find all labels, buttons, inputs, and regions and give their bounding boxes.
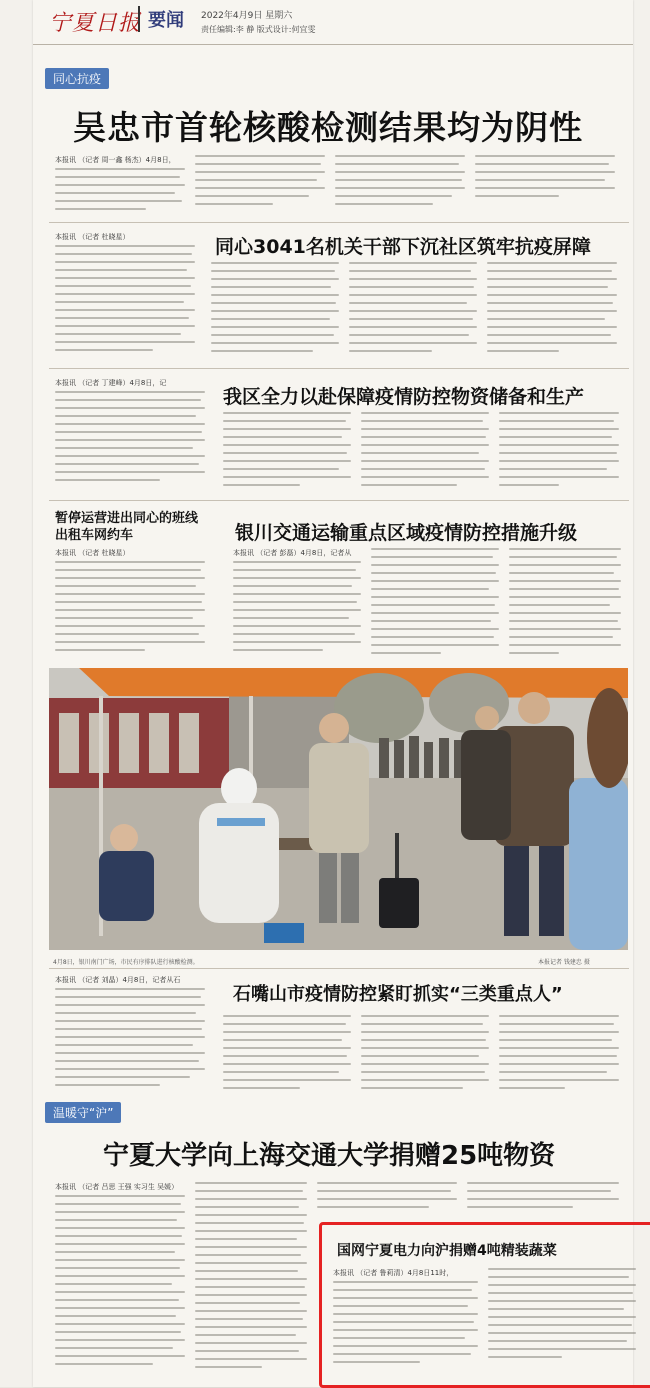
headline-2: 同心3041名机关干部下沉社区筑牢抗疫屏障 — [215, 236, 591, 258]
article-6-lead: 本报讯 （记者 刘晶）4月8日，记者从石 — [55, 976, 181, 984]
news-photo-illustration — [49, 668, 628, 950]
article-6-body-col1 — [55, 988, 205, 1096]
article-2-body-col4 — [487, 262, 617, 360]
article-3-body-col2 — [223, 412, 351, 492]
headline-8: 国网宁夏电力向沪捐赠4吨精装蔬菜 — [337, 1243, 557, 1259]
article-6-body-col3 — [361, 1015, 489, 1095]
article-3-body-col1 — [55, 391, 205, 491]
photo-credit: 本报记者 钱建忠 摄 — [538, 959, 590, 966]
article-1-body-col3 — [335, 155, 465, 215]
headline-7: 宁夏大学向上海交通大学捐赠25吨物资 — [103, 1141, 556, 1171]
article-4-body-col2 — [371, 548, 499, 661]
issue-date: 2022年4月9日 星期六 — [201, 11, 293, 21]
article-6-body-col2 — [223, 1015, 351, 1095]
divider — [49, 368, 629, 369]
divider — [49, 222, 629, 223]
photo-caption: 4月8日，银川南门广场，市民有序排队进行核酸检测。 — [53, 959, 199, 966]
article-1-lead: 本报讯 （记者 周一鑫 杨杰）4月8日， — [55, 156, 176, 164]
newspaper-page — [33, 0, 633, 1387]
article-5-lead: 本报讯 （记者 杜晓星） — [55, 549, 130, 557]
article-3-lead: 本报讯 （记者 丁建峰）4月8日，记 — [55, 379, 167, 387]
paper-logo: 宁夏日报 — [49, 11, 142, 36]
article-2-body-col3 — [349, 262, 477, 360]
article-6-body-col4 — [499, 1015, 619, 1095]
topic-tag-fight: 同心抗疫 — [45, 68, 109, 89]
headline-3: 我区全力以赴保障疫情防控物资储备和生产 — [223, 386, 585, 408]
headline-4: 银川交通运输重点区域疫情防控措施升级 — [235, 522, 578, 544]
article-8-body-col2 — [488, 1268, 636, 1371]
article-8-lead: 本报讯 （记者 鲁莉清）4月8日11时， — [333, 1269, 454, 1277]
divider — [49, 968, 629, 969]
article-5-body — [55, 561, 205, 661]
article-4-body-col1 — [233, 561, 361, 661]
headline-5: 暂停运营进出同心的班线出租车网约车 — [55, 511, 199, 543]
article-1-body-col4 — [475, 155, 615, 215]
article-2-body-col2 — [211, 262, 339, 360]
divider — [49, 500, 629, 501]
article-3-body-col3 — [361, 412, 489, 492]
article-1-body-col1 — [55, 168, 185, 216]
news-photo — [49, 668, 628, 950]
article-2-lead: 本报讯 （记者 杜晓星） — [55, 233, 130, 241]
article-2-body-col1 — [55, 245, 195, 360]
article-7-body-col4 — [467, 1182, 619, 1218]
article-3-body-col4 — [499, 412, 619, 492]
article-8-body-col1 — [333, 1281, 478, 1371]
article-4-body-col3 — [509, 548, 621, 661]
headline-6: 石嘴山市疫情防控紧盯抓实“三类重点人” — [233, 984, 563, 1005]
topic-tag-warm: 温暖守“沪” — [45, 1102, 121, 1123]
article-4-lead: 本报讯 （记者 彭磊）4月8日，记者从 — [233, 549, 352, 557]
article-1-body-col2 — [195, 155, 325, 215]
editor-credits: 责任编辑:李 静 版式设计:何宜雯 — [201, 25, 316, 34]
article-7-body-col3 — [317, 1182, 457, 1218]
article-7-body-col2 — [195, 1182, 307, 1377]
masthead — [33, 0, 633, 45]
headline-1: 吴忠市首轮核酸检测结果均为阴性 — [73, 108, 583, 147]
section-name: 要闻 — [138, 6, 184, 32]
article-7-lead: 本报讯 （记者 吕思 王强 实习生 吴媛） — [55, 1183, 179, 1191]
article-7-body-col1 — [55, 1195, 185, 1375]
